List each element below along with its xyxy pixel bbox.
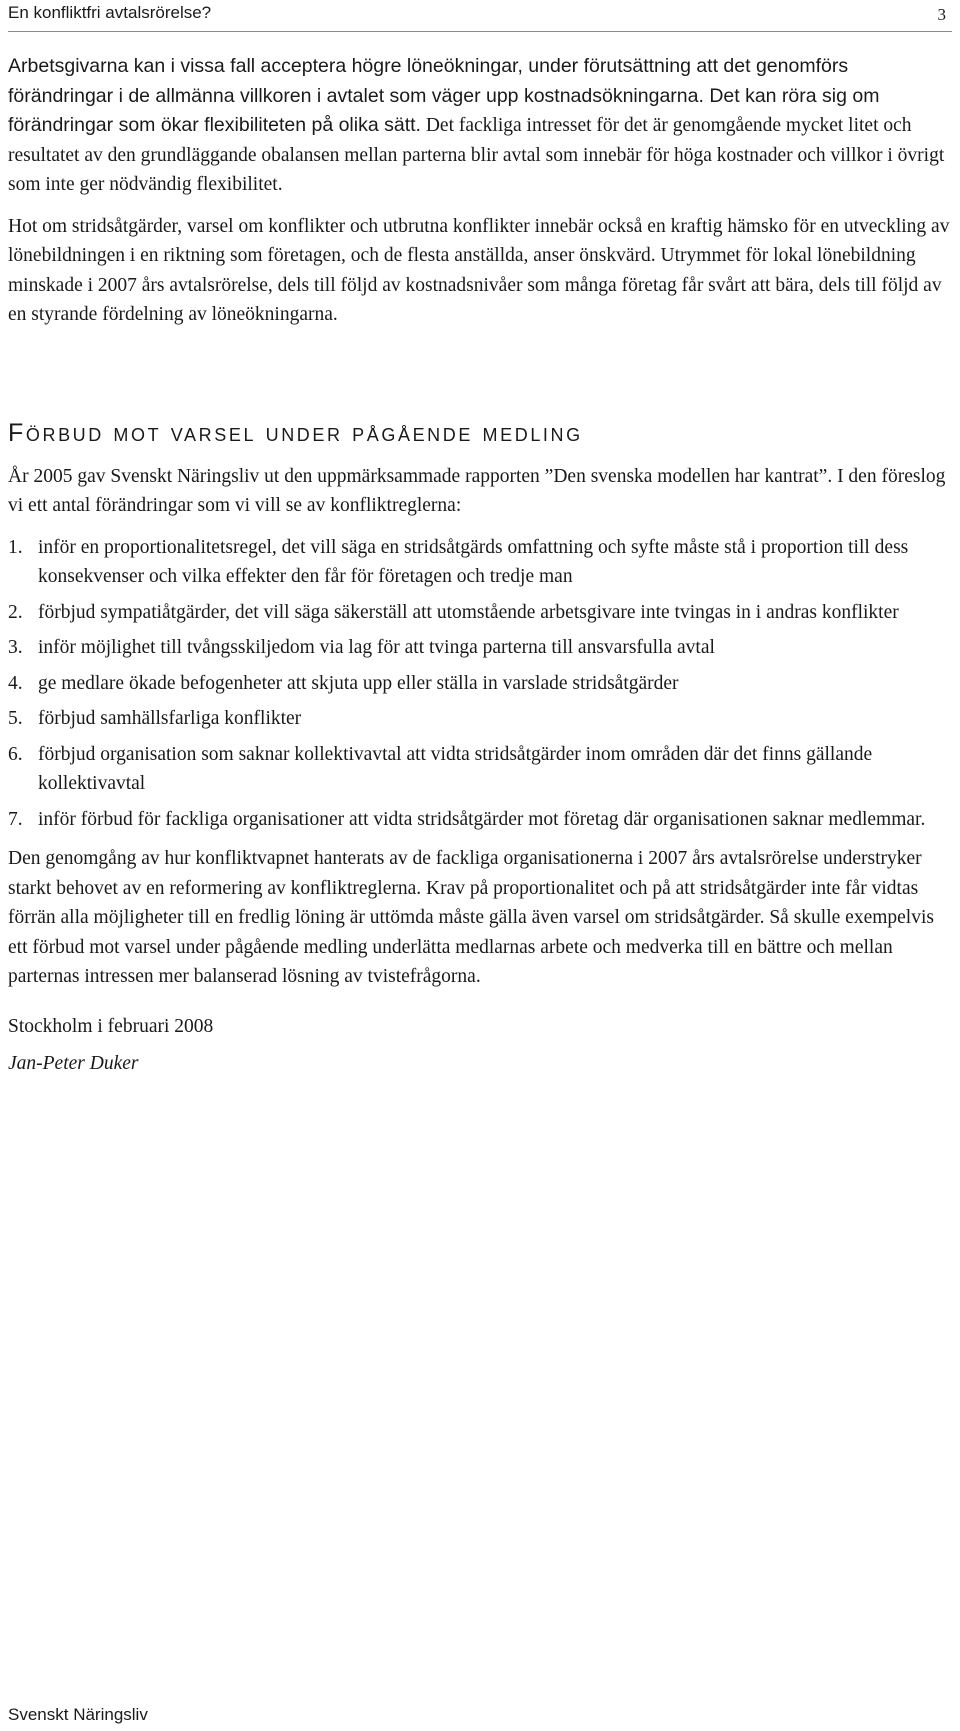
list-item [8, 533, 956, 592]
list-item-text: förbjud organisation som saknar kollektivavtal att vidta stridsåtgärder inom områden där det finns gällande kollektivavtal [38, 743, 873, 794]
section-heading: Förbud mot varsel under pågående medling [8, 418, 583, 447]
list-item-text: inför möjlighet till tvångsskiljedom via lag för att tvinga parterna till ansvarsfulla avtal [38, 637, 715, 658]
section-intro: År 2005 gav Svenskt Näringsliv ut den uppmärksammade rapporten ”Den svenska modellen har kantrat”. I den föreslog vi ett antal förändringar som vi vill se av konfliktreglerna: [8, 465, 946, 516]
list-item-number: 6. [8, 743, 23, 765]
list-item-text: förbjud samhällsfarliga konflikter [38, 708, 302, 729]
list-item [8, 740, 956, 799]
list-item [8, 805, 956, 835]
running-footer: Svenskt Näringsliv [8, 1705, 148, 1724]
list-item [8, 633, 956, 663]
running-header [8, 0, 952, 32]
page-content [8, 52, 956, 1091]
list-item-number: 1. [8, 536, 23, 558]
list-item-number: 3. [8, 637, 23, 658]
list-item-text: inför en proportionalitetsregel, det vill säga en stridsåtgärds omfattning och syfte måste stå i proportion till dess konsekvenser och vilka effekter den får för företagen och tredje man [38, 536, 909, 587]
list-item-number: 4. [8, 672, 23, 694]
list-item [8, 704, 956, 734]
list-item-number: 2. [8, 601, 23, 623]
document-title: En konfliktfri avtalsrörelse? [8, 3, 212, 22]
list-item-text: inför förbud för fackliga organisationer att vidta stridsåtgärder mot företag där organisationen saknar medlemmar. [38, 808, 926, 830]
demands-list [8, 533, 956, 835]
list-item [8, 598, 956, 628]
list-item-number: 7. [8, 808, 23, 830]
list-item [8, 669, 956, 699]
place-and-date: Stockholm i februari 2008 [8, 1015, 214, 1037]
paragraph-1 [8, 52, 956, 200]
author-signature: Jan-Peter Duker [8, 1053, 139, 1074]
paragraph-1-serif-part: Det fackliga intresset för det är genomgående mycket litet och resultatet av den grundläggande obalansen mellan parterna blir avtal som innebär för höga kostnader och villkor i övrigt som inte ger nödvändig flexibilitet. [8, 115, 945, 195]
list-item-text: förbjud sympatiåtgärder, det vill säga säkerställ att utomstående arbetsgivare inte tvingas in i andras konflikter [38, 601, 899, 623]
paragraph-1-sans-part: Arbetsgivarna kan i vissa fall acceptera högre löneökningar, under förutsättning att det genomförs förändringar i de allmänna villkoren i avtalet som väger upp kostnadsökningarna. Det kan röra sig om förändringar som ökar flexibiliteten på olika sätt. [8, 55, 880, 136]
page-number: 3 [937, 5, 946, 24]
list-item-text: ge medlare ökade befogenheter att skjuta upp eller ställa in varslade stridsåtgärder [38, 672, 679, 694]
paragraph-2: Hot om stridsåtgärder, varsel om konflikter och utbrutna konflikter innebär också en kraftig hämsko för en utveckling av lönebildningen i en riktning som företagen, och de flesta anställda, anser önskvärd. Utrymmet för lokal lönebildning minskade i 2007 års avtalsrörelse, dels till följd av kostnadsnivåer som många företag får svårt att bära, dels till följd av en styrande fördelning av löneökningarna. [8, 215, 950, 325]
conclusion-paragraph: Den genomgång av hur konfliktvapnet hanterats av de fackliga organisationerna i 2007 års avtalsrörelse understryker starkt behovet av en reformering av konfliktreglerna. Krav på proportionalitet och på att stridsåtgärder inte får vidtas förrän alla möjligheter till en fredlig löning är uttömda måste gälla även varsel om stridsåtgärder. Så skulle exempelvis ett förbud mot varsel under pågående medling underlätta medlarnas arbete och medverka till en bättre och mellan parternas intressen mer balanserad lösning av tvistefrågorna. [8, 848, 934, 987]
list-item-number: 5. [8, 708, 23, 729]
